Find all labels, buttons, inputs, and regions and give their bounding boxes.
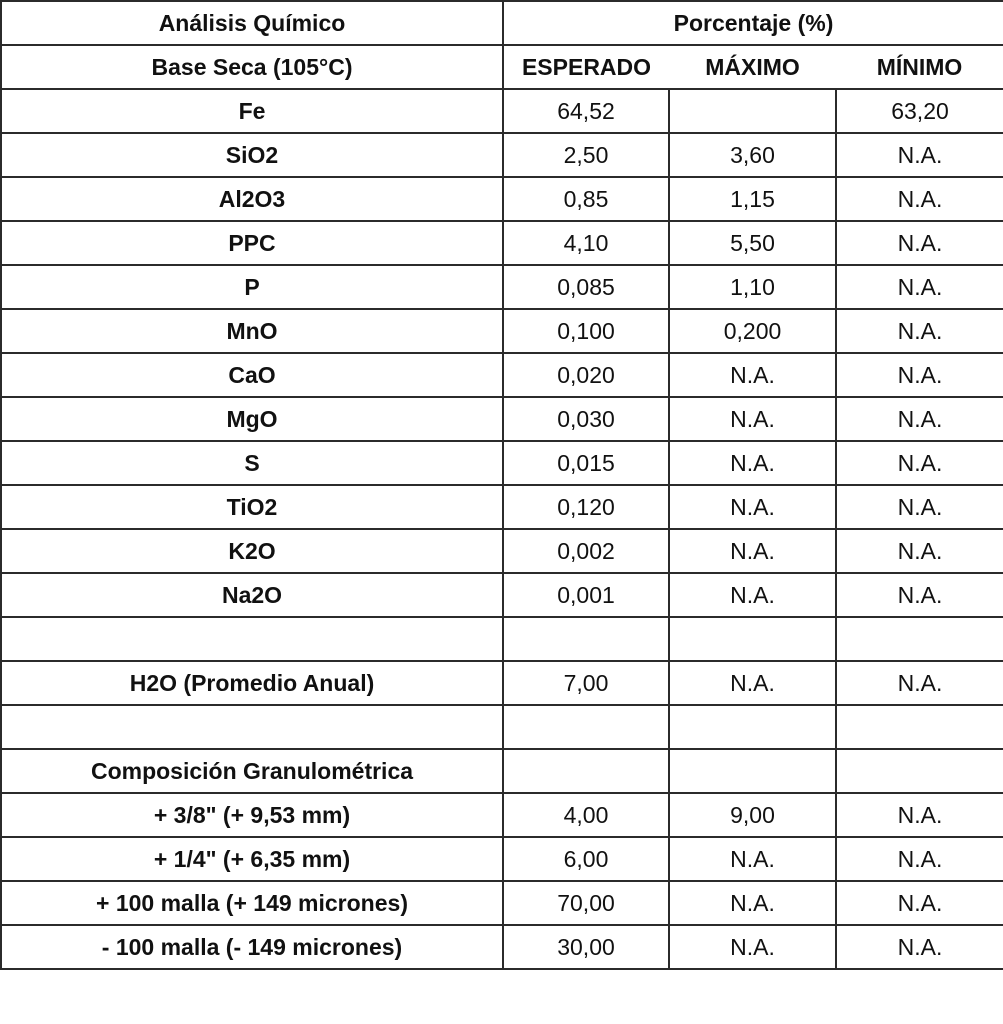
table-row [1, 309, 1003, 353]
cell-minimo: N.A. [836, 133, 1003, 177]
cell-esperado [503, 617, 669, 661]
header-analisis-quimico: Análisis Químico [1, 1, 503, 45]
row-label: Na2O [1, 573, 503, 617]
cell-esperado: 0,085 [503, 265, 669, 309]
cell-maximo [669, 617, 836, 661]
row-label: TiO2 [1, 485, 503, 529]
table-row [1, 485, 1003, 529]
cell-maximo: N.A. [669, 441, 836, 485]
cell-minimo [836, 749, 1003, 793]
cell-minimo [836, 705, 1003, 749]
row-label [1, 617, 503, 661]
row-label: K2O [1, 529, 503, 573]
cell-maximo: N.A. [669, 837, 836, 881]
cell-esperado: 0,85 [503, 177, 669, 221]
table-row [1, 397, 1003, 441]
cell-esperado: 7,00 [503, 661, 669, 705]
cell-minimo: N.A. [836, 221, 1003, 265]
cell-esperado: 64,52 [503, 89, 669, 133]
cell-minimo: N.A. [836, 837, 1003, 881]
table-row [1, 925, 1003, 969]
table-row [1, 133, 1003, 177]
cell-minimo: N.A. [836, 177, 1003, 221]
cell-maximo: N.A. [669, 353, 836, 397]
cell-minimo: N.A. [836, 485, 1003, 529]
cell-maximo: 1,10 [669, 265, 836, 309]
cell-minimo: N.A. [836, 265, 1003, 309]
cell-maximo: 9,00 [669, 793, 836, 837]
cell-minimo: N.A. [836, 925, 1003, 969]
table-row [1, 749, 1003, 793]
cell-maximo: N.A. [669, 397, 836, 441]
cell-esperado: 30,00 [503, 925, 669, 969]
table-row [1, 837, 1003, 881]
table-row [1, 177, 1003, 221]
subheader-minimo: MÍNIMO [836, 45, 1003, 89]
cell-esperado: 0,100 [503, 309, 669, 353]
header-row [1, 1, 1003, 45]
cell-maximo: 0,200 [669, 309, 836, 353]
subheader-row [1, 45, 1003, 89]
cell-maximo: 1,15 [669, 177, 836, 221]
row-label: MnO [1, 309, 503, 353]
table-row [1, 89, 1003, 133]
cell-maximo: 5,50 [669, 221, 836, 265]
row-label: SiO2 [1, 133, 503, 177]
cell-minimo: N.A. [836, 309, 1003, 353]
table-row [1, 353, 1003, 397]
row-label: PPC [1, 221, 503, 265]
cell-maximo: N.A. [669, 485, 836, 529]
table-row [1, 441, 1003, 485]
row-label: Fe [1, 89, 503, 133]
cell-maximo: N.A. [669, 529, 836, 573]
table-row [1, 529, 1003, 573]
header-porcentaje: Porcentaje (%) [503, 1, 1003, 45]
table-row [1, 705, 1003, 749]
cell-esperado: 4,10 [503, 221, 669, 265]
table-row [1, 793, 1003, 837]
cell-minimo: N.A. [836, 529, 1003, 573]
cell-minimo: N.A. [836, 441, 1003, 485]
cell-esperado: 0,030 [503, 397, 669, 441]
table-row [1, 573, 1003, 617]
cell-maximo [669, 749, 836, 793]
cell-esperado: 0,120 [503, 485, 669, 529]
cell-maximo [669, 89, 836, 133]
cell-maximo: N.A. [669, 573, 836, 617]
row-label: H2O (Promedio Anual) [1, 661, 503, 705]
cell-minimo: N.A. [836, 573, 1003, 617]
table-row [1, 265, 1003, 309]
subheader-maximo: MÁXIMO [669, 45, 836, 89]
cell-esperado: 0,020 [503, 353, 669, 397]
cell-esperado: 0,002 [503, 529, 669, 573]
cell-esperado: 4,00 [503, 793, 669, 837]
cell-maximo [669, 705, 836, 749]
row-label: P [1, 265, 503, 309]
row-label: + 1/4" (+ 6,35 mm) [1, 837, 503, 881]
row-label: S [1, 441, 503, 485]
cell-maximo: N.A. [669, 661, 836, 705]
row-label: Al2O3 [1, 177, 503, 221]
row-label: MgO [1, 397, 503, 441]
table-row [1, 881, 1003, 925]
cell-minimo: N.A. [836, 793, 1003, 837]
cell-maximo: N.A. [669, 925, 836, 969]
cell-esperado [503, 749, 669, 793]
row-label: Composición Granulométrica [1, 749, 503, 793]
cell-minimo [836, 617, 1003, 661]
row-label [1, 705, 503, 749]
cell-minimo: N.A. [836, 353, 1003, 397]
table-row [1, 221, 1003, 265]
subheader-base-seca: Base Seca (105°C) [1, 45, 503, 89]
row-label: + 3/8" (+ 9,53 mm) [1, 793, 503, 837]
cell-esperado: 0,015 [503, 441, 669, 485]
cell-esperado: 0,001 [503, 573, 669, 617]
cell-minimo: N.A. [836, 661, 1003, 705]
cell-minimo: N.A. [836, 397, 1003, 441]
table-row [1, 617, 1003, 661]
cell-esperado: 70,00 [503, 881, 669, 925]
table-row [1, 661, 1003, 705]
subheader-esperado: ESPERADO [503, 45, 669, 89]
cell-esperado: 2,50 [503, 133, 669, 177]
cell-maximo: N.A. [669, 881, 836, 925]
cell-maximo: 3,60 [669, 133, 836, 177]
cell-esperado: 6,00 [503, 837, 669, 881]
row-label: - 100 malla (- 149 micrones) [1, 925, 503, 969]
row-label: CaO [1, 353, 503, 397]
cell-minimo: N.A. [836, 881, 1003, 925]
row-label: + 100 malla (+ 149 micrones) [1, 881, 503, 925]
cell-esperado [503, 705, 669, 749]
cell-minimo: 63,20 [836, 89, 1003, 133]
